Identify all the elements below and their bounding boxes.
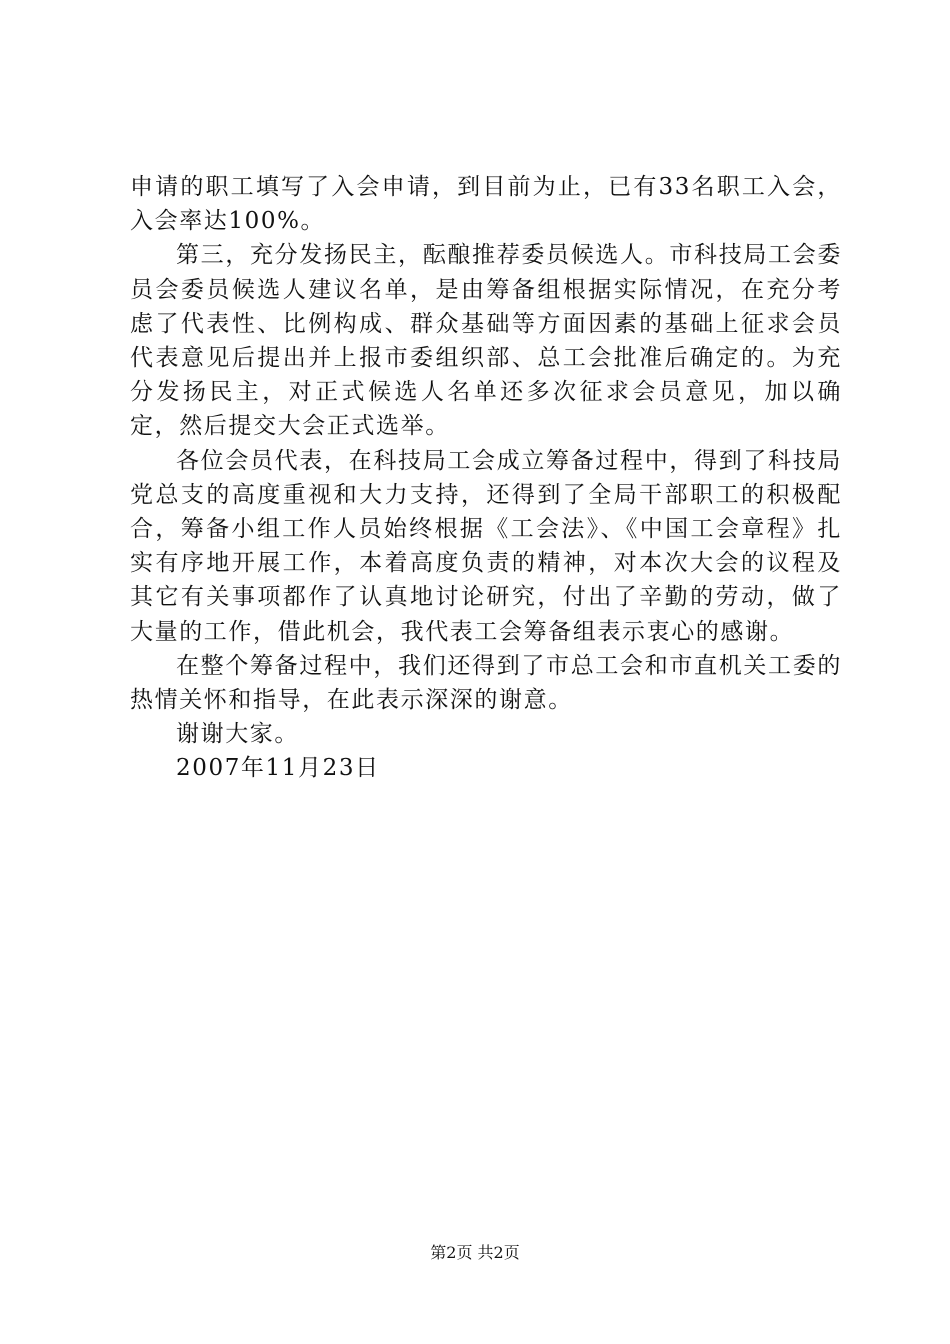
page-number-footer: 第2页 共2页 [430,1243,520,1262]
document-body [130,170,842,786]
closing-thanks: 谢谢大家。 [176,721,299,748]
paragraph-continuation: 申请的职工填写了入会申请，到目前为止，已有33名职工入会，入会率达100%。 [130,174,842,235]
paragraph-acknowledgement: 各位会员代表，在科技局工会成立筹备过程中，得到了科技局党总支的高度重视和大力支持，还得到了全局干部职工的积极配合，筹备小组工作人员始终根据《工会法》、《中国工会章程》扎实有序地开展工作，本着高度负责的精神，对本次大会的议程及其它有关事项都作了认真地讨论研究，付出了辛勤的劳动，做了大量的工作，借此机会，我代表工会筹备组表示衷心的感谢。 [130,447,842,645]
paragraph-thanks-guidance: 在整个筹备过程中，我们还得到了市总工会和市直机关工委的热情关怀和指导，在此表示深深的谢意。 [130,652,842,714]
paragraph-third-point: 第三，充分发扬民主，酝酿推荐委员候选人。市科技局工会委员会委员候选人建议名单，是由筹备组根据实际情况，在充分考虑了代表性、比例构成、群众基础等方面因素的基础上征求会员代表意见后提出并上报市委组织部、总工会批准后确定的。为充分发扬民主，对正式候选人名单还多次征求会员意见，加以确定，然后提交大会正式选举。 [130,242,842,440]
document-date: 2007年11月23日 [176,755,380,782]
